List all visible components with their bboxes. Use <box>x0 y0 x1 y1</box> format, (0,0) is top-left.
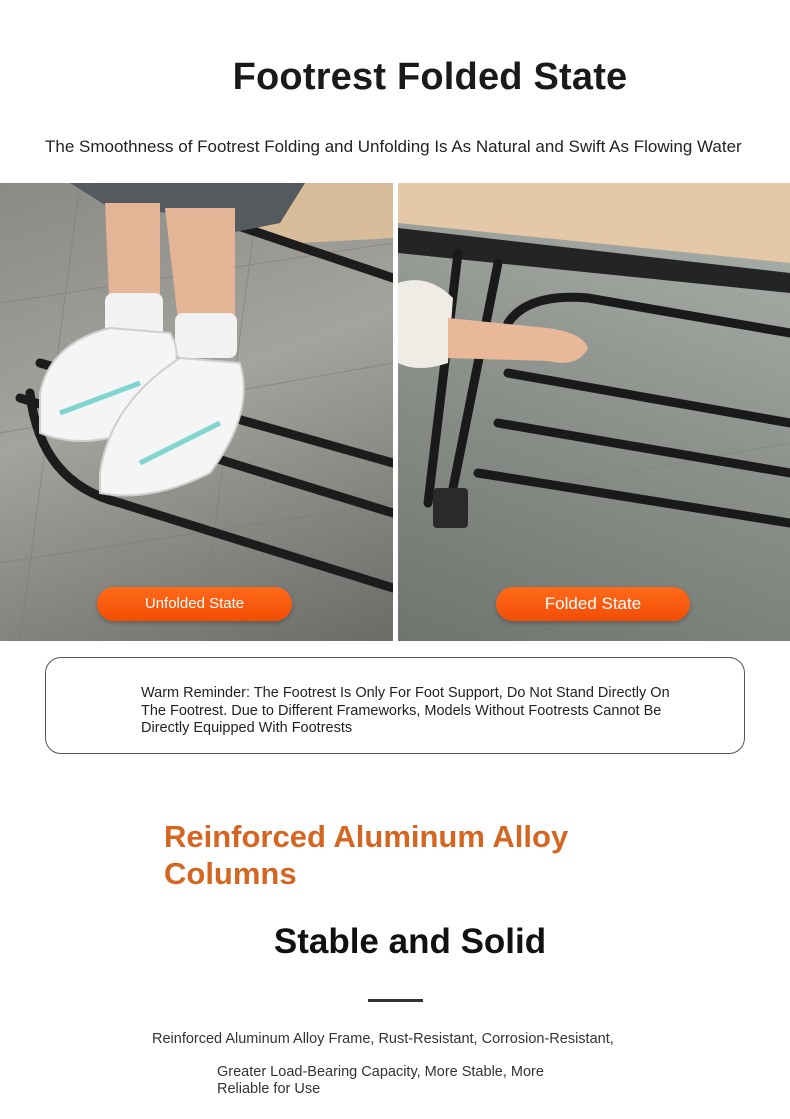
folded-illustration <box>398 183 790 641</box>
page-subtitle: The Smoothness of Footrest Folding and Unfolding Is As Natural and Swift As Flowing Water <box>45 137 742 156</box>
folded-state-badge: Folded State <box>496 587 690 621</box>
warm-reminder-text: Warm Reminder: The Footrest Is Only For Foot Support, Do Not Stand Directly On The Footrest. Due to Different Frameworks, Models Without Footrests Cannot Be Directly Equipped With Footrests <box>141 685 670 736</box>
unfolded-illustration <box>0 183 393 641</box>
description-line-1: Reinforced Aluminum Alloy Frame, Rust-Resistant, Corrosion-Resistant, <box>152 1031 614 1047</box>
divider <box>368 999 423 1002</box>
description-line-2: Greater Load-Bearing Capacity, More Stable, More Reliable for Use <box>217 1064 544 1097</box>
warm-reminder-box <box>45 657 745 754</box>
section-headline: Stable and Solid <box>273 922 547 961</box>
page-title: Footrest Folded State <box>232 56 628 98</box>
unfolded-photo <box>0 183 393 641</box>
section-title: Reinforced Aluminum Alloy Columns <box>164 819 569 891</box>
unfolded-state-badge: Unfolded State <box>97 587 292 621</box>
folded-photo <box>398 183 790 641</box>
